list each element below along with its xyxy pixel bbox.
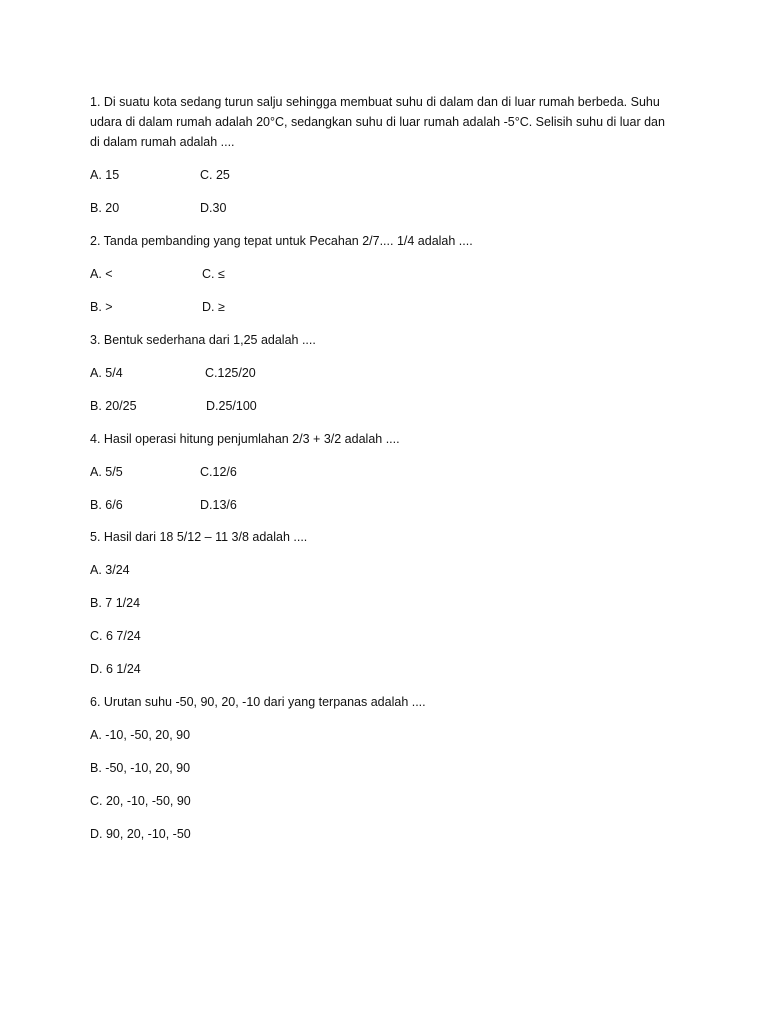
question-3-option-c: C.125/20 xyxy=(205,366,256,380)
question-5-option-c: C. 6 7/24 xyxy=(90,629,141,643)
question-2-option-c: C. ≤ xyxy=(202,267,225,281)
question-5-option-a: A. 3/24 xyxy=(90,563,130,577)
question-1-option-c: C. 25 xyxy=(200,168,230,182)
question-3-option-b: B. 20/25 xyxy=(90,399,137,413)
question-1-option-b: B. 20 xyxy=(90,201,120,215)
question-6-option-d: D. 90, 20, -10, -50 xyxy=(90,827,191,841)
question-2-option-b: B. > xyxy=(90,300,113,314)
question-1-line-2: udara di dalam rumah adalah 20°C, sedangkan suhu di luar rumah adalah -5°C. Selisih suhu di luar dan xyxy=(90,115,665,129)
question-2-option-d: D. ≥ xyxy=(202,300,225,314)
question-2-line-1: 2. Tanda pembanding yang tepat untuk Pecahan 2/7.... 1/4 adalah .... xyxy=(90,234,473,248)
question-5-option-b: B. 7 1/24 xyxy=(90,596,141,610)
question-4-option-c: C.12/6 xyxy=(200,465,237,479)
question-1-option-d: D.30 xyxy=(200,201,227,215)
question-4-option-a: A. 5/5 xyxy=(90,465,123,479)
question-1-option-a: A. 15 xyxy=(90,168,120,182)
question-1-line-1: 1. Di suatu kota sedang turun salju sehingga membuat suhu di dalam dan di luar rumah berbeda. Suhu xyxy=(90,95,660,109)
question-4-line-1: 4. Hasil operasi hitung penjumlahan 2/3 + 3/2 adalah .... xyxy=(90,432,400,446)
question-4-option-d: D.13/6 xyxy=(200,498,237,512)
question-6-option-c: C. 20, -10, -50, 90 xyxy=(90,794,191,808)
question-5-option-d: D. 6 1/24 xyxy=(90,662,141,676)
question-6-option-a: A. -10, -50, 20, 90 xyxy=(90,728,191,742)
question-6-line-1: 6. Urutan suhu -50, 90, 20, -10 dari yang terpanas adalah .... xyxy=(90,695,426,709)
question-3-line-1: 3. Bentuk sederhana dari 1,25 adalah .... xyxy=(90,333,316,347)
question-4-option-b: B. 6/6 xyxy=(90,498,123,512)
question-3-option-a: A. 5/4 xyxy=(90,366,123,380)
question-2-option-a: A. < xyxy=(90,267,113,281)
question-1-line-3: di dalam rumah adalah .... xyxy=(90,135,235,149)
question-6-option-b: B. -50, -10, 20, 90 xyxy=(90,761,191,775)
question-5-line-1: 5. Hasil dari 18 5/12 – 11 3/8 adalah .... xyxy=(90,530,308,544)
question-3-option-d: D.25/100 xyxy=(206,399,257,413)
